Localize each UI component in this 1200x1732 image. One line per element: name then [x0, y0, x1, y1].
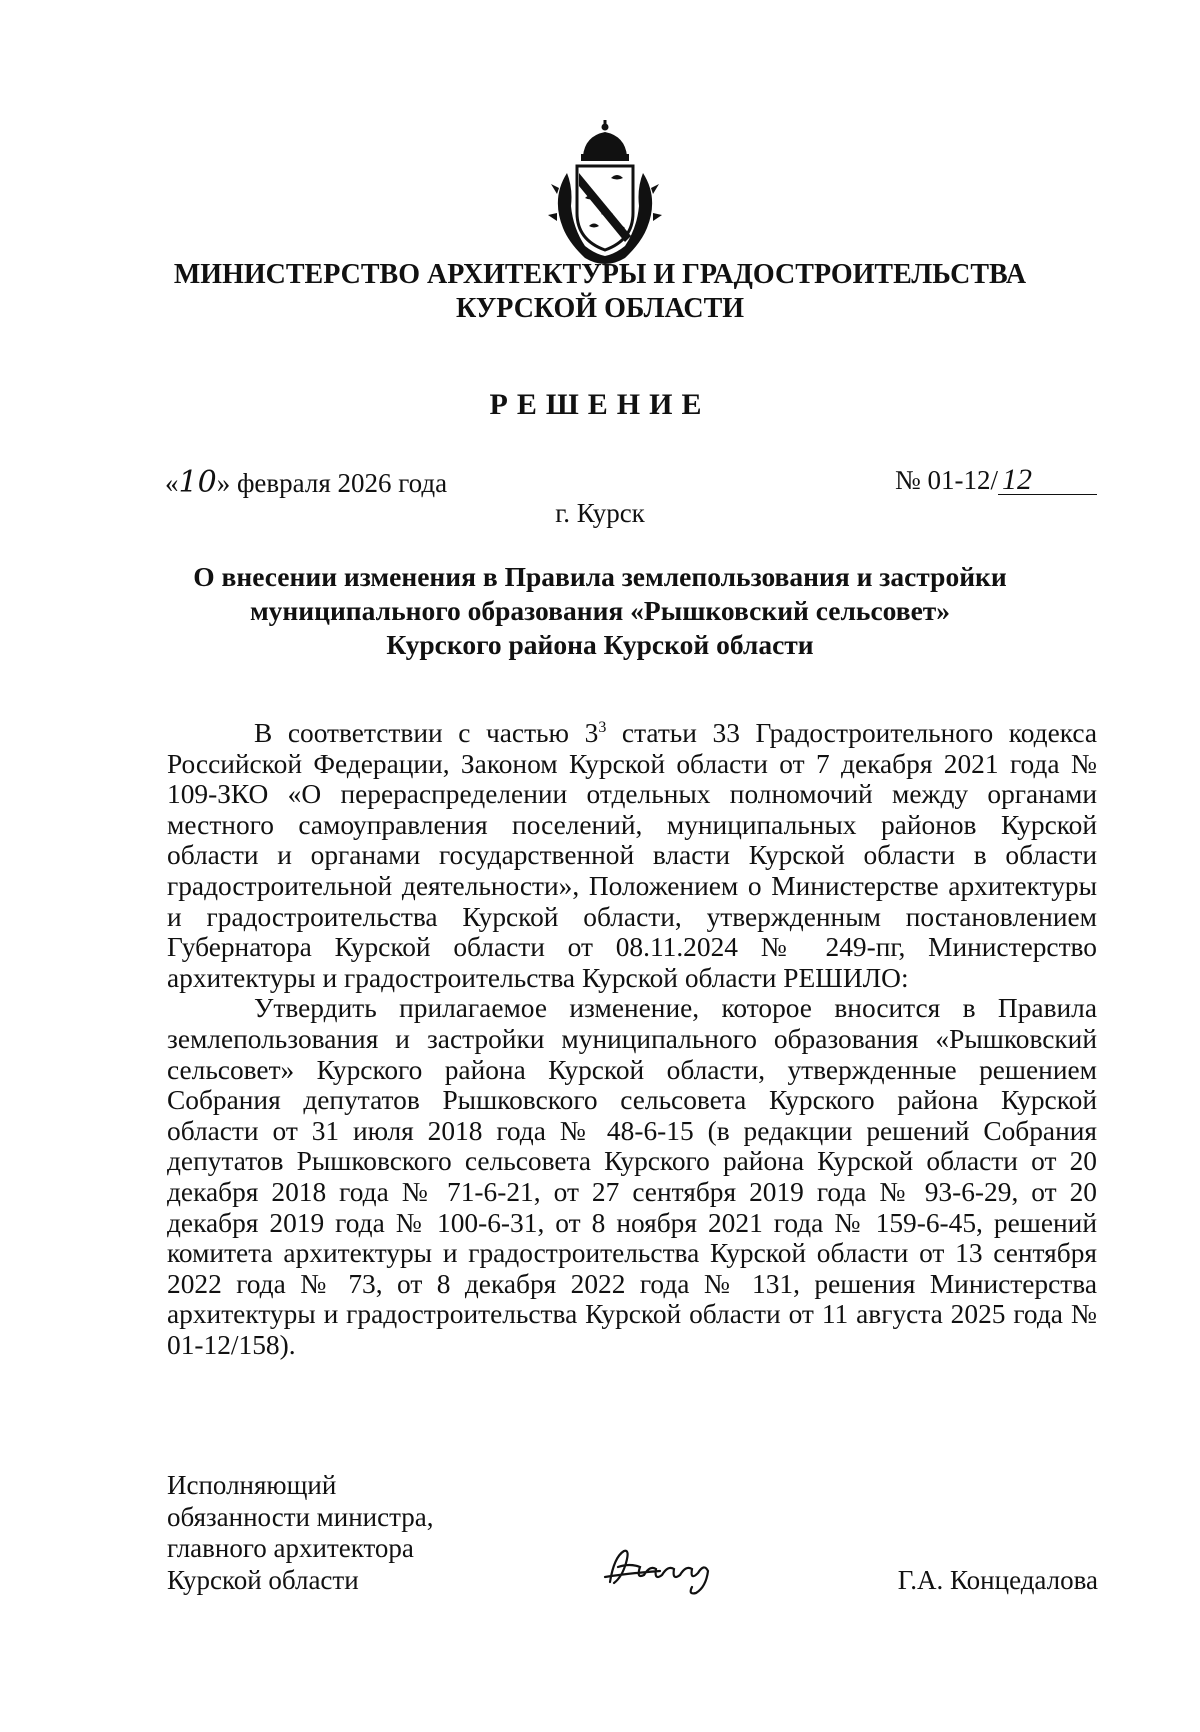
handwritten-signature-icon	[600, 1537, 750, 1597]
document-body	[167, 718, 1097, 1360]
document-date	[165, 465, 447, 500]
subject-line1: О внесении изменения в Правила землепользования и застройки	[193, 561, 1007, 592]
signer-position: Исполняющий обязанности министра, главного архитектора Курской области	[167, 1470, 434, 1595]
handwritten-day: 10	[178, 465, 217, 500]
subject-line2: муниципального образования «Рышковский сельсовет»	[249, 595, 951, 626]
ministry-name-line1: МИНИСТЕРСТВО АРХИТЕКТУРЫ И ГРАДОСТРОИТЕЛЬСТВА	[173, 259, 1027, 290]
document-number	[895, 465, 1097, 496]
signer-name: Г.А. Концедалова	[897, 1565, 1098, 1595]
handwritten-number: 12	[998, 466, 1097, 495]
body-paragraph-1: В соответствии с частью $3^3$ статьи 33 Градостроительного кодекса Российской Федерации, Законом Курской области от 7 декабря 2021 года № 109-ЗКО «О перераспределении отдельных полномочий между органами местного самоуправления поселений, муниципальных районов Курской области и органами государственной власти Курской области в области градостроительной деятельности», Положением о Министерстве архитектуры и градостроительства Курской области, утвержденным постановлением Губернатора Курской области от 08.11.2024 № 249-пг, Министерство архитектуры и градостроительства Курской области РЕШИЛО:	[167, 718, 1097, 993]
subject-line3: Курского района Курской области	[386, 629, 814, 660]
document-subject	[140, 560, 1060, 662]
date-quote-open: «	[165, 468, 179, 498]
number-prefix: № 01-12/	[894, 465, 998, 495]
body-paragraph-2: Утвердить прилагаемое изменение, которое вносится в Правила землепользования и застройки муниципального образования «Рышковский сельсовет» Курского района Курской области, утвержденные решением Собрания депутатов Рышковского сельсовета Курского района Курской области от 31 июля 2018 года № 48-6-15 (в редакции решений Собрания депутатов Рышковского сельсовета Курского района Курской области от 20 декабря 2018 года № 71-6-21, от 27 сентября 2019 года № 93-6-29, от 20 декабря 2019 года № 100-6-31, от 8 ноября 2021 года № 159-6-45, решений комитета архитектуры и градостроительства Курской области от 13 сентября 2022 года № 73, от 8 декабря 2022 года № 131, решения Министерства архитектуры и градостроительства Курской области от 11 августа 2025 года № 01-12/158).	[167, 993, 1097, 1360]
city: г. Курск	[555, 498, 645, 528]
ministry-name-line2: КУРСКОЙ ОБЛАСТИ	[455, 293, 745, 324]
document-type-title: РЕШЕНИЕ	[489, 388, 711, 421]
date-month-year: » февраля 2026 года	[216, 468, 448, 498]
kursk-coat-of-arms-icon	[545, 118, 665, 268]
